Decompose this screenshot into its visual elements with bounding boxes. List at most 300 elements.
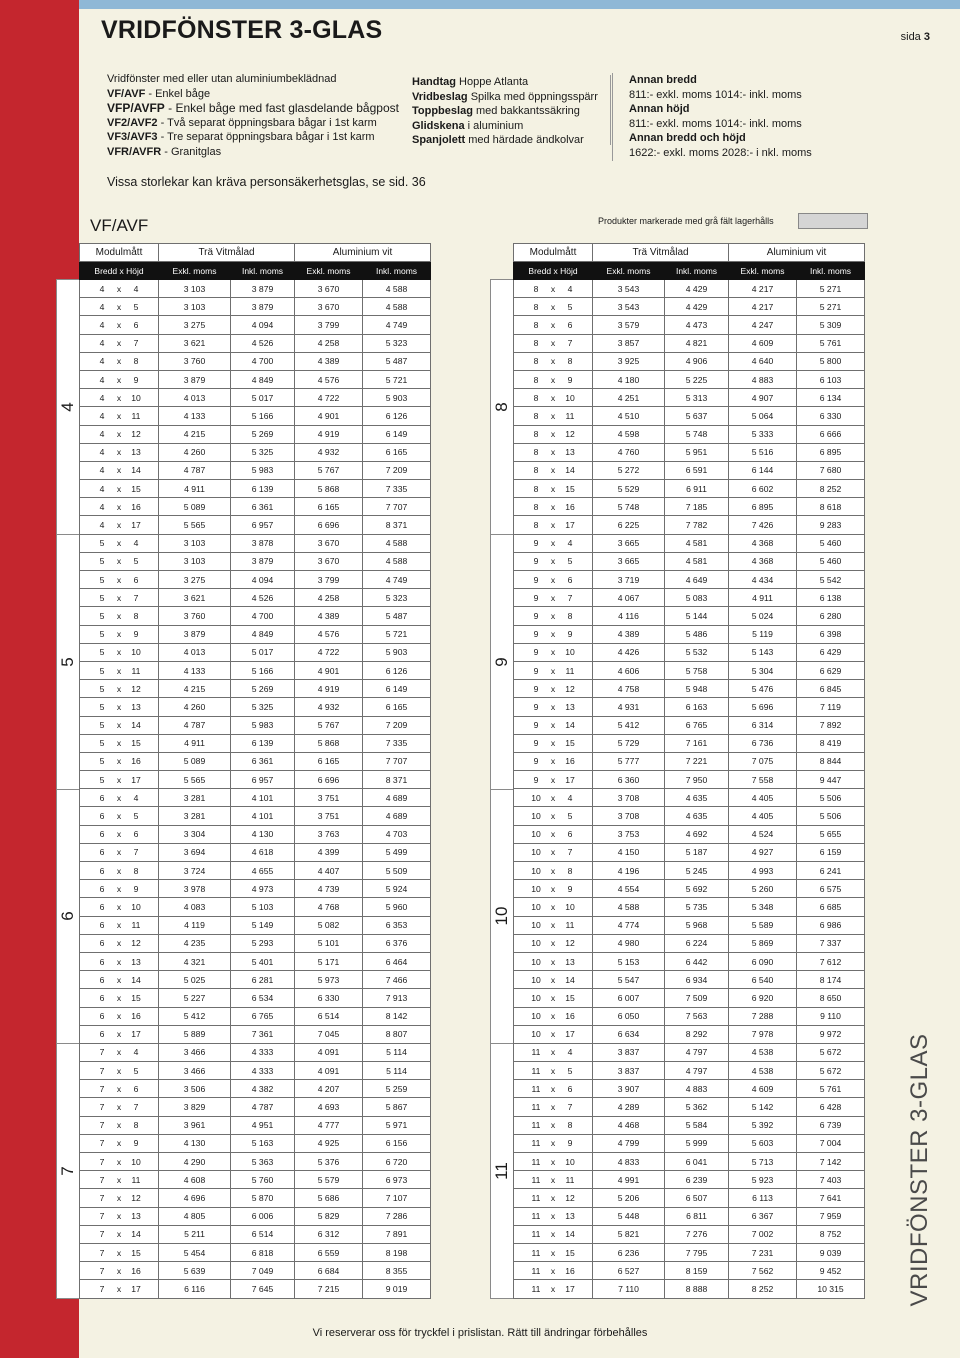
table-row	[514, 880, 865, 898]
size-x: x	[116, 1229, 122, 1240]
price-cell: 4 980	[593, 934, 665, 952]
price-cell: 5 348	[729, 898, 797, 916]
price-cell: 5 767	[295, 716, 363, 734]
price-cell: 3 103	[159, 298, 231, 316]
size-x: x	[116, 956, 122, 967]
price-cell: 3 665	[593, 552, 665, 570]
table-row	[514, 1243, 865, 1261]
price-cell: 5 565	[159, 516, 231, 534]
price-cell: 4 588	[593, 898, 665, 916]
size-group-number: 4	[58, 402, 77, 412]
price-cell: 5 143	[729, 643, 797, 661]
size-x: x	[116, 1083, 122, 1094]
size-x: x	[550, 319, 556, 330]
size-x: x	[116, 792, 122, 803]
intro-line	[107, 87, 399, 102]
size-height: 12	[131, 683, 141, 694]
table-row	[80, 807, 431, 825]
price-cell: 5 225	[665, 370, 729, 388]
size-cell	[80, 1171, 159, 1189]
price-cell: 4 101	[231, 807, 295, 825]
size-x: x	[116, 756, 122, 767]
price-cell: 6 934	[665, 971, 729, 989]
size-cell	[80, 1025, 159, 1043]
price-cell: 4 576	[295, 625, 363, 643]
price-cell: 7 288	[729, 1007, 797, 1025]
size-cell	[80, 789, 159, 807]
price-cell: 6 685	[797, 898, 865, 916]
table-row	[514, 589, 865, 607]
size-height: 13	[565, 701, 575, 712]
size-height: 12	[565, 938, 575, 949]
size-width: 9	[533, 683, 539, 694]
price-cell: 3 275	[159, 571, 231, 589]
price-cell: 6 765	[665, 716, 729, 734]
table-row	[514, 516, 865, 534]
header-column-row	[80, 262, 431, 280]
size-group-number: 7	[58, 1166, 77, 1177]
price-cell: 4 911	[159, 480, 231, 498]
size-cell	[80, 1062, 159, 1080]
price-cell: 5 166	[231, 407, 295, 425]
size-cell	[80, 880, 159, 898]
price-cell: 6 442	[665, 952, 729, 970]
table-row	[514, 625, 865, 643]
price-cell: 4 389	[593, 625, 665, 643]
page-label: sida	[900, 31, 921, 43]
size-width: 5	[99, 574, 105, 585]
price-cell: 8 252	[729, 1280, 797, 1298]
size-cell	[514, 571, 593, 589]
price-cell: 6 376	[363, 934, 431, 952]
table-row	[514, 698, 865, 716]
size-x: x	[550, 701, 556, 712]
size-width: 10	[531, 792, 541, 803]
model-code: VF3/AVF3	[107, 131, 158, 144]
size-x: x	[550, 811, 556, 822]
size-width: 6	[99, 811, 105, 822]
table-row	[514, 425, 865, 443]
price-cell: 3 753	[593, 825, 665, 843]
price-cell: 6 113	[729, 1189, 797, 1207]
price-cell: 7 782	[665, 516, 729, 534]
size-width: 5	[99, 701, 105, 712]
size-width: 6	[99, 883, 105, 894]
size-height: 12	[131, 938, 141, 949]
fitting-name: Vridbeslag	[412, 90, 468, 103]
price-cell: 3 879	[231, 298, 295, 316]
size-width: 7	[99, 1120, 105, 1131]
size-cell	[80, 443, 159, 461]
size-x: x	[116, 665, 122, 676]
size-x: x	[116, 647, 122, 658]
table-row	[514, 1062, 865, 1080]
size-x: x	[550, 829, 556, 840]
price-cell: 7 075	[729, 752, 797, 770]
size-width: 5	[99, 720, 105, 731]
price-cell: 4 368	[729, 534, 797, 552]
size-height: 11	[565, 1174, 575, 1185]
price-cell: 4 207	[295, 1080, 363, 1098]
fitting-detail: Spilka med öppningsspärr	[467, 90, 598, 103]
price-cell: 6 736	[729, 734, 797, 752]
price-cell: 6 507	[665, 1189, 729, 1207]
size-width: 8	[533, 338, 539, 349]
price-cell: 4 821	[665, 334, 729, 352]
size-group-label	[490, 279, 513, 535]
size-width: 4	[99, 520, 105, 531]
price-cell: 4 588	[363, 298, 431, 316]
size-height: 10	[131, 1156, 141, 1167]
size-height: 14	[565, 465, 575, 476]
size-height: 7	[133, 1102, 139, 1113]
table-row	[514, 298, 865, 316]
price-cell: 5 821	[593, 1225, 665, 1243]
size-height: 13	[131, 447, 141, 458]
price-cell: 3 837	[593, 1043, 665, 1061]
column-header: Inkl. moms	[231, 262, 295, 280]
model-description: - Enkel båge	[145, 87, 211, 100]
price-cell: 4 289	[593, 1098, 665, 1116]
table-row	[80, 716, 431, 734]
size-width: 10	[531, 992, 541, 1003]
size-height: 9	[133, 629, 139, 640]
size-width: 11	[531, 1265, 541, 1276]
table-row	[514, 443, 865, 461]
price-cell: 4 405	[729, 807, 797, 825]
size-cell	[80, 625, 159, 643]
price-cell: 7 286	[363, 1207, 431, 1225]
size-x: x	[116, 811, 122, 822]
price-cell: 6 134	[797, 389, 865, 407]
table-row	[514, 461, 865, 479]
price-cell: 7 562	[729, 1262, 797, 1280]
size-cell	[80, 316, 159, 334]
price-cell: 6 138	[797, 589, 865, 607]
price-cell: 5 323	[363, 589, 431, 607]
price-cell: 4 609	[729, 1080, 797, 1098]
size-x: x	[116, 701, 122, 712]
size-width: 8	[533, 283, 539, 294]
price-cell: 6 367	[729, 1207, 797, 1225]
price-cell: 5 245	[665, 862, 729, 880]
price-cell: 6 360	[593, 771, 665, 789]
price-cell: 5 948	[665, 680, 729, 698]
table-row	[514, 1153, 865, 1171]
size-x: x	[550, 392, 556, 403]
price-cell: 4 749	[363, 316, 431, 334]
size-x: x	[116, 974, 122, 985]
size-height: 14	[131, 1229, 141, 1240]
price-cell: 6 428	[797, 1098, 865, 1116]
price-cell: 5 271	[797, 280, 865, 298]
price-cell: 7 276	[665, 1225, 729, 1243]
price-cell: 6 165	[295, 752, 363, 770]
table-row	[80, 971, 431, 989]
group-header: Trä Vitmålad	[159, 244, 295, 262]
price-cell: 4 101	[231, 789, 295, 807]
size-x: x	[550, 665, 556, 676]
price-cell: 4 581	[665, 552, 729, 570]
price-cell: 6 241	[797, 862, 865, 880]
table-row	[514, 862, 865, 880]
price-cell: 3 694	[159, 843, 231, 861]
price-cell: 5 362	[665, 1098, 729, 1116]
size-width: 8	[533, 483, 539, 494]
table-row	[514, 352, 865, 370]
price-cell: 6 236	[593, 1243, 665, 1261]
price-cell: 6 527	[593, 1262, 665, 1280]
size-height: 14	[565, 720, 575, 731]
price-cell: 4 407	[295, 862, 363, 880]
size-width: 11	[531, 1065, 541, 1076]
price-cell: 6 281	[231, 971, 295, 989]
size-x: x	[550, 1083, 556, 1094]
price-cell: 5 082	[295, 916, 363, 934]
price-cell: 4 758	[593, 680, 665, 698]
price-cell: 4 576	[295, 370, 363, 388]
price-cell: 4 130	[159, 1134, 231, 1152]
size-x: x	[116, 1029, 122, 1040]
price-cell: 4 133	[159, 661, 231, 679]
size-group-label	[56, 279, 79, 535]
size-width: 6	[99, 847, 105, 858]
price-cell: 5 721	[363, 370, 431, 388]
header-group-row	[80, 244, 431, 262]
size-height: 17	[565, 520, 575, 531]
size-cell	[80, 716, 159, 734]
extra-heading: Annan höjd	[629, 103, 690, 116]
price-cell: 6 126	[363, 407, 431, 425]
table-row	[514, 734, 865, 752]
size-height: 7	[567, 592, 573, 603]
price-cell: 7 891	[363, 1225, 431, 1243]
size-x: x	[550, 901, 556, 912]
size-width: 5	[99, 556, 105, 567]
size-group-label	[56, 1043, 79, 1299]
price-cell: 3 879	[159, 625, 231, 643]
size-cell	[80, 734, 159, 752]
table-row	[80, 1116, 431, 1134]
size-height: 5	[567, 811, 573, 822]
size-x: x	[116, 1138, 122, 1149]
size-x: x	[116, 520, 122, 531]
size-x: x	[116, 829, 122, 840]
size-x: x	[116, 1047, 122, 1058]
size-x: x	[116, 1265, 122, 1276]
price-cell: 5 272	[593, 461, 665, 479]
size-width: 7	[99, 1247, 105, 1258]
price-cell: 4 703	[363, 825, 431, 843]
price-cell: 5 293	[231, 934, 295, 952]
size-width: 7	[99, 1047, 105, 1058]
price-cell: 6 149	[363, 680, 431, 698]
price-cell: 4 588	[363, 280, 431, 298]
size-height: 13	[131, 1211, 141, 1222]
price-cell: 5 903	[363, 389, 431, 407]
price-cell: 5 983	[231, 716, 295, 734]
price-cell: 4 805	[159, 1207, 231, 1225]
price-cell: 6 139	[231, 734, 295, 752]
table-row	[80, 516, 431, 534]
size-cell	[80, 280, 159, 298]
size-cell	[514, 698, 593, 716]
fitting-detail: med bakkantssäkring	[472, 105, 580, 118]
size-x: x	[116, 556, 122, 567]
size-width: 10	[531, 956, 541, 967]
price-cell: 5 269	[231, 425, 295, 443]
size-x: x	[550, 774, 556, 785]
price-cell: 5 923	[729, 1171, 797, 1189]
price-cell: 4 609	[729, 334, 797, 352]
size-x: x	[550, 938, 556, 949]
model-subtitle: VF/AVF	[90, 216, 149, 235]
size-width: 4	[99, 483, 105, 494]
size-cell	[514, 389, 593, 407]
size-width: 9	[533, 774, 539, 785]
price-cell: 4 247	[729, 316, 797, 334]
table-row	[514, 1189, 865, 1207]
price-cell: 6 041	[665, 1153, 729, 1171]
price-table-right	[513, 243, 865, 1299]
size-height: 14	[131, 720, 141, 731]
size-cell	[80, 607, 159, 625]
size-cell	[514, 716, 593, 734]
size-width: 4	[99, 338, 105, 349]
price-cell: 5 951	[665, 443, 729, 461]
size-width: 9	[533, 629, 539, 640]
size-height: 16	[131, 756, 141, 767]
price-cell: 5 149	[231, 916, 295, 934]
size-x: x	[550, 883, 556, 894]
price-cell: 4 883	[729, 370, 797, 388]
size-width: 6	[99, 792, 105, 803]
price-cell: 4 013	[159, 389, 231, 407]
price-cell: 6 139	[231, 480, 295, 498]
intro-lead: Vridfönster med eller utan aluminiumbeklädnad	[107, 73, 337, 85]
extra-price: 1622:- exkl. moms 2028:- i nkl. moms	[629, 146, 812, 159]
price-cell: 5 867	[363, 1098, 431, 1116]
price-cell: 4 799	[593, 1134, 665, 1152]
column-header: Exkl. moms	[295, 262, 363, 280]
size-width: 11	[531, 1192, 541, 1203]
size-width: 9	[533, 720, 539, 731]
model-code: VFR/AVFR	[107, 145, 162, 158]
price-cell: 5 259	[363, 1080, 431, 1098]
stock-legend-box	[798, 213, 868, 229]
size-width: 10	[531, 1029, 541, 1040]
size-cell	[80, 298, 159, 316]
price-cell: 5 748	[665, 425, 729, 443]
price-cell: 5 973	[295, 971, 363, 989]
size-width: 7	[99, 1192, 105, 1203]
price-cell: 8 807	[363, 1025, 431, 1043]
size-cell	[80, 898, 159, 916]
size-width: 5	[99, 629, 105, 640]
price-cell: 5 637	[665, 407, 729, 425]
size-height: 8	[567, 865, 573, 876]
fitting-line	[412, 133, 598, 148]
price-cell: 3 751	[295, 789, 363, 807]
price-cell: 5 460	[797, 534, 865, 552]
price-cell: 5 983	[231, 461, 295, 479]
size-height: 12	[131, 1192, 141, 1203]
price-cell: 6 144	[729, 461, 797, 479]
size-width: 9	[533, 556, 539, 567]
size-cell	[514, 1134, 593, 1152]
size-x: x	[550, 1156, 556, 1167]
fitting-name: Toppbeslag	[412, 105, 473, 118]
size-group-number: 11	[492, 1162, 511, 1181]
size-x: x	[550, 629, 556, 640]
size-x: x	[550, 1247, 556, 1258]
price-cell: 6 353	[363, 916, 431, 934]
size-x: x	[550, 301, 556, 312]
price-cell: 5 171	[295, 952, 363, 970]
size-cell	[80, 461, 159, 479]
size-height: 6	[133, 1083, 139, 1094]
size-height: 5	[133, 811, 139, 822]
size-width: 11	[531, 1138, 541, 1149]
price-cell: 5 412	[159, 1007, 231, 1025]
price-cell: 5 460	[797, 552, 865, 570]
size-cell	[80, 952, 159, 970]
price-cell: 5 760	[231, 1171, 295, 1189]
column-header: Bredd x Höjd	[514, 262, 593, 280]
price-cell: 4 991	[593, 1171, 665, 1189]
size-height: 15	[565, 992, 575, 1003]
price-cell: 5 761	[797, 334, 865, 352]
size-height: 4	[133, 283, 139, 294]
size-x: x	[116, 1156, 122, 1167]
price-cell: 5 529	[593, 480, 665, 498]
price-cell: 7 563	[665, 1007, 729, 1025]
size-x: x	[116, 301, 122, 312]
size-width: 4	[99, 392, 105, 403]
size-height: 10	[565, 1156, 575, 1167]
price-cell: 5 869	[729, 934, 797, 952]
price-cell: 6 006	[231, 1207, 295, 1225]
price-cell: 5 260	[729, 880, 797, 898]
price-cell: 5 532	[665, 643, 729, 661]
size-cell	[514, 552, 593, 570]
price-cell: 6 684	[295, 1262, 363, 1280]
size-cell	[80, 1280, 159, 1298]
size-height: 17	[565, 774, 575, 785]
price-cell: 4 911	[159, 734, 231, 752]
price-cell: 6 634	[593, 1025, 665, 1043]
table-row	[514, 825, 865, 843]
price-cell: 5 119	[729, 625, 797, 643]
size-height: 8	[133, 610, 139, 621]
price-cell: 3 799	[295, 571, 363, 589]
price-cell: 4 635	[665, 789, 729, 807]
size-width: 10	[531, 938, 541, 949]
extra-sizes-list	[612, 73, 812, 161]
size-height: 4	[567, 538, 573, 549]
price-cell: 4 598	[593, 425, 665, 443]
size-cell	[514, 862, 593, 880]
table-row	[514, 771, 865, 789]
size-height: 14	[131, 465, 141, 476]
price-cell: 6 464	[363, 952, 431, 970]
price-cell: 6 224	[665, 934, 729, 952]
price-cell: 7 426	[729, 516, 797, 534]
size-width: 5	[99, 647, 105, 658]
table-row	[80, 1280, 431, 1298]
table-row	[514, 1080, 865, 1098]
price-cell: 3 763	[295, 825, 363, 843]
